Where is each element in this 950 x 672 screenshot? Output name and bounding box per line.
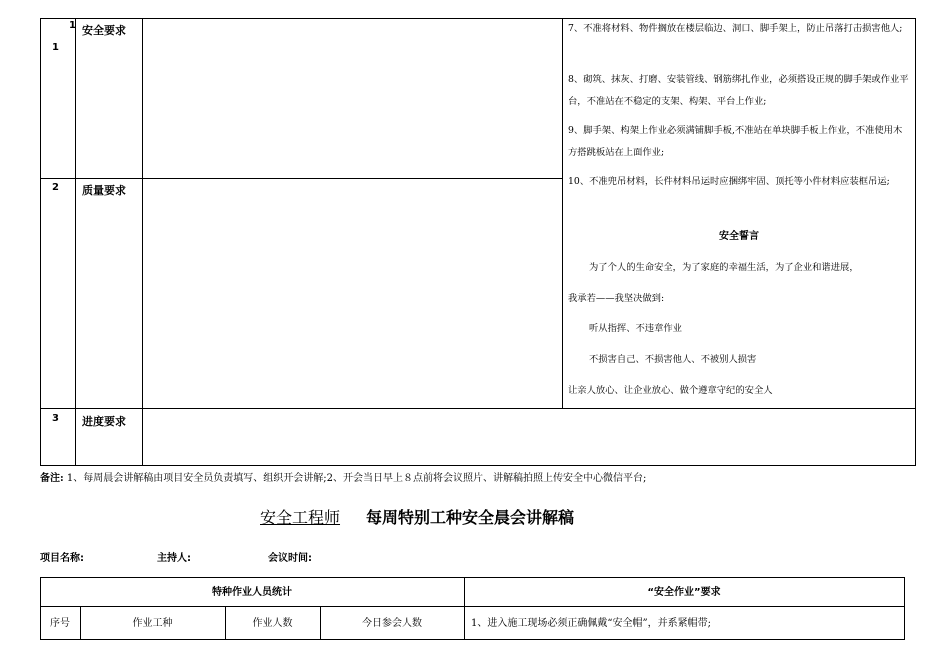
row2-number: 2 [52, 182, 59, 193]
rule-item-8: 8、砌筑、抹灰、打磨、安装管线、钢筋绑扎作业，必须搭设正规的脚手架或作业平台，不准站在不稳定的支架、构架、平台上作业; [568, 74, 909, 107]
project-name-label: 项目名称: [40, 553, 84, 564]
row3-number: 3 [52, 413, 59, 424]
col-serial: 序号 [50, 618, 70, 629]
row1-number-top: 1 [69, 20, 76, 31]
oath-line-2: 我承若——我坚决做到: [568, 293, 665, 304]
meeting-time-label: 会议时间: [268, 553, 312, 564]
page-heading [248, 505, 574, 528]
note-text: 1、每周晨会讲解稿由项目安全员负责填写、组织开会讲解;2、开会当日早上８点前将会议照片、讲解稿拍照上传安全中心微信平台; [66, 473, 647, 484]
rule-item-1: 1、进入施工现场必须正确佩戴“安全帽”，并系紧帽带; [471, 618, 711, 629]
col-work-type: 作业工种 [132, 618, 173, 629]
note [40, 469, 646, 484]
rule-item-10: 10、不准兜吊材料，长件材料吊运时应捆绑牢固、顶托等小件材料应装框吊运; [568, 176, 890, 187]
col-worker-count: 作业人数 [252, 618, 293, 629]
safety-requirements-header: “安全作业”要求 [647, 587, 721, 598]
oath-title: 安全誓言 [719, 231, 759, 242]
heading-title: 每周特别工种安全晨会讲解稿 [366, 508, 575, 527]
oath-line-5: 让亲人放心、让企业放心、做个遵章守纪的安全人 [568, 385, 773, 396]
row1-number: 1 [52, 42, 59, 53]
host-label: 主持人: [157, 553, 191, 564]
row3-label: 进度要求 [82, 415, 126, 428]
oath-line-1: 为了个人的生命安全，为了家庭的幸福生活，为了企业和谐进展， [589, 262, 859, 273]
row1-label: 安全要求 [82, 24, 126, 37]
rule-item-9: 9、脚手架、构架上作业必须满铺脚手板,不准站在单块脚手板上作业，不准使用木方搭跳板站在上面作业; [568, 125, 903, 158]
personnel-stats-header: 特种作业人员统计 [212, 587, 292, 598]
heading-underlined: 安全工程师 [260, 508, 341, 527]
oath-line-3: 听从指挥、不违章作业 [589, 323, 682, 334]
col-attendee-count: 今日参会人数 [362, 618, 422, 629]
note-label: 备注: [40, 473, 64, 484]
row2-label: 质量要求 [82, 184, 126, 197]
rule-item-7: 7、不准将材料、物件搁放在楼层临边、洞口、脚手架上，防止吊落打击损害他人; [568, 23, 903, 34]
oath-line-4: 不损害自己、不损害他人、不被别人损害 [589, 354, 757, 365]
